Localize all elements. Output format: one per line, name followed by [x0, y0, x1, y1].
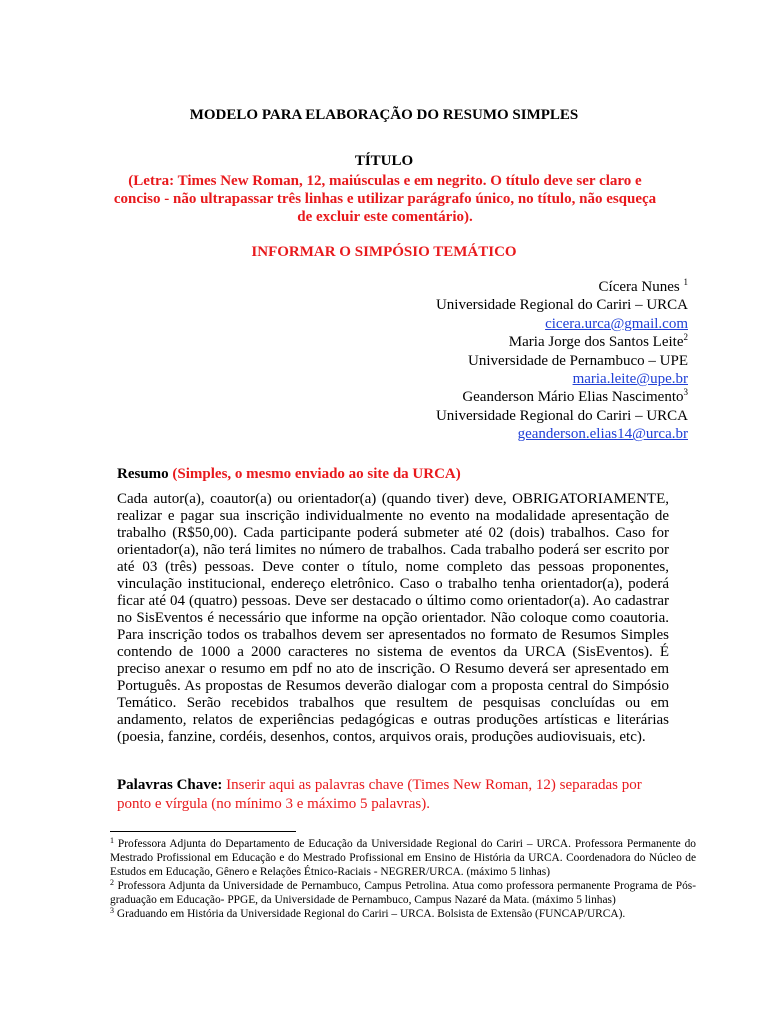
footnote — [110, 838, 696, 880]
resumo-label: Resumo — [117, 466, 169, 482]
model-title: MODELO PARA ELABORAÇÃO DO RESUMO SIMPLES — [189, 107, 579, 123]
footnote-text: Graduando em História da Universidade Regional do Cariri – URCA. Bolsista de Extensão (FUNCAP/URCA). — [114, 907, 626, 920]
author-email-link[interactable]: geanderson.elias14@urca.br — [517, 426, 688, 443]
author-email-link[interactable]: cicera.urca@gmail.com — [545, 315, 688, 332]
footnotes — [110, 838, 696, 921]
title-placeholder: TÍTULO — [354, 153, 414, 169]
author-email-link[interactable]: maria.leite@upe.br — [572, 371, 688, 388]
footnote-ref[interactable]: 1 — [683, 277, 688, 287]
footnote-text: Professora Adjunta do Departamento de Educação da Universidade Regional do Cariri – URCA. Professora Permanente do Mestrado Profissional em Educação e do Mestrado Profissional em Ensino de História da URCA. Coordenadora do Núcleo de Estudos em Educação, Gênero e Relações Étnico-Raciais - NEGRER/URCA. (máximo 5 linhas) — [110, 838, 696, 878]
footnote-separator — [110, 831, 296, 832]
author-block — [268, 278, 688, 444]
resumo-heading — [117, 466, 461, 483]
author-name: Maria Jorge dos Santos Leite$^2$ — [508, 332, 688, 351]
footnote-number: 1 — [110, 836, 114, 845]
author-institution: Universidade Regional do Cariri – URCA — [435, 297, 688, 314]
resumo-body: Cada autor(a), coautor(a) ou orientador(a) (quando tiver) deve, OBRIGATORIAMENTE, realizar e pagar sua inscrição individualmente no evento na modalidade apresentação de trabalho (R$50,00). Cada participante poderá submeter até 02 (dois) trabalhos. Caso for orientador(a), não terá limites no número de trabalhos. Cada trabalho poderá ser escrito por até 03 (três) pessoas. Deve conter o título, nome completo das pessoas proponentes, vinculação institucional, endereço eletrônico. Caso o trabalho tenha orientador(a), poderá ficar até 04 (quatro) pessoas. Deve ser destacado o último como orientador(a). Ao cadastrar no SisEventos é necessário que informe na opção orientador. Não coloque como coautoria. Para inscrição todos os trabalhos devem ser apresentados no formato de Resumos Simples contendo de 1000 a 2000 caracteres no sistema de eventos da URCA (SisEventos). É preciso anexar o resumo em pdf no ato de inscrição. O Resumo deverá ser apresentado em Português. As propostas de Resumos deverão dialogar com a proposta central do Simpósio Temático. Serão recebidos trabalhos que resultem de pesquisas concluídas ou em andamento, relatos de experiências pedagógicas e outras produções artísticas e literárias (poesia, fanzine, cordéis, desenhos, contos, arquivos orais, produções audiovisuais, etc). — [117, 491, 669, 745]
footnote-text: Professora Adjunta da Universidade de Pernambuco, Campus Petrolina. Atua como professora permanente Programa de Pós-graduação em Educação- PPGE, da Universidade de Pernambuco, Campus Nazaré da Mata. (máximo 5 linhas) — [110, 879, 696, 906]
author-name: Cícera Nunes $^1$ — [598, 277, 688, 295]
footnote — [110, 877, 696, 908]
footnote — [110, 905, 696, 922]
simposio-tematico: INFORMAR O SIMPÓSIO TEMÁTICO — [251, 244, 517, 260]
footnote-ref[interactable]: 3 — [683, 387, 688, 398]
author-institution: Universidade Regional do Cariri – URCA — [435, 407, 688, 424]
keywords-label: Palavras Chave: — [117, 777, 223, 793]
author-name: Geanderson Mário Elias Nascimento$^3$ — [462, 387, 688, 406]
keywords-instructions: Inserir aqui as palavras chave (Times New Roman, 12) separadas por ponto e vírgula (no mínimo 3 e máximo 5 palavras). — [117, 777, 642, 812]
footnote-number: 2 — [110, 877, 114, 887]
author-institution: Universidade de Pernambuco – UPE — [468, 352, 688, 369]
title-instructions: (Letra: Times New Roman, 12, maiúsculas e em negrito. O título deve ser claro e conciso - não ultrapassar três linhas e utilizar parágrafo único, no título, não esqueça de excluir este comentário). — [113, 173, 657, 225]
footnote-number: 3 — [110, 905, 114, 915]
keywords-paragraph — [117, 776, 669, 814]
footnote-ref[interactable]: 2 — [683, 332, 688, 343]
resumo-note: (Simples, o mesmo enviado ao site da URCA) — [172, 466, 461, 482]
